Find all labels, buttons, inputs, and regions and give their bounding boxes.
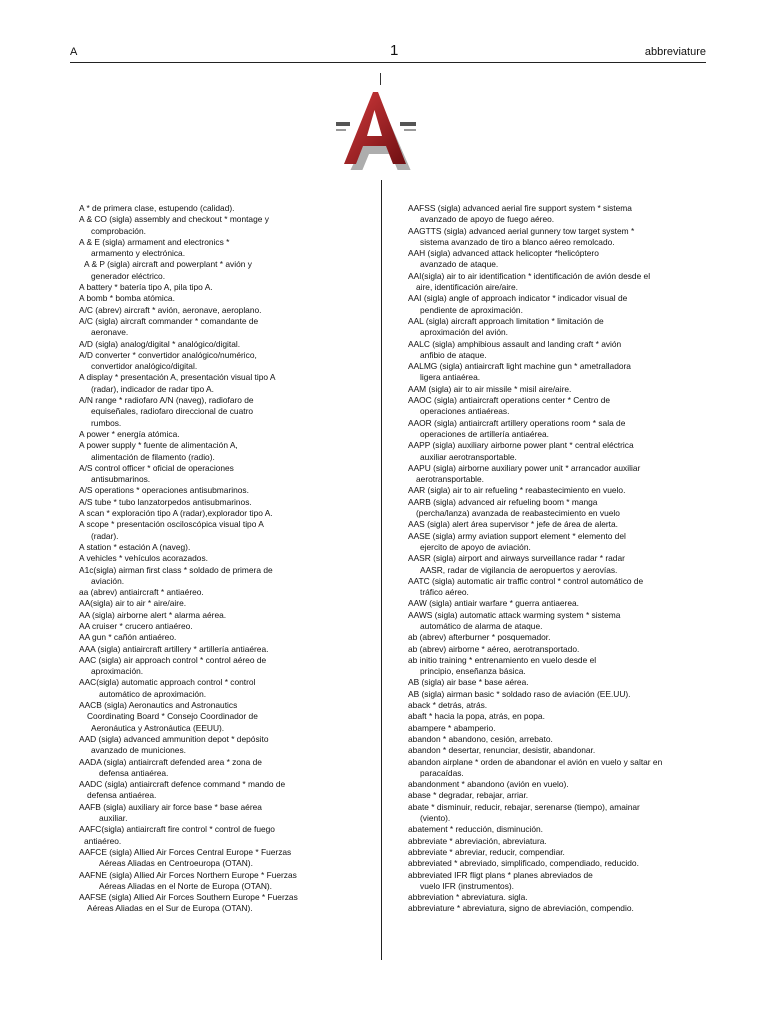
dictionary-entry-line: abbreviated IFR fligt plans * planes abreviados de (408, 869, 593, 880)
dictionary-entry-line: A display * presentación A, presentación visual tipo A (79, 372, 276, 383)
dictionary-entry-line: AA (sigla) airborne alert * alarma aérea. (79, 609, 227, 620)
dictionary-entry-line: (radar), indicador de radar tipo A. (91, 383, 214, 394)
dictionary-entry-line: principio, enseñanza básica. (420, 666, 526, 677)
dictionary-entry-line: AAM (sigla) air to air missile * misil aire/aire. (408, 383, 572, 394)
dictionary-entry-line: A/S control officer * oficial de operaciones (79, 462, 234, 473)
dictionary-entry-line: operaciones de artillería antiaérea. (420, 428, 549, 439)
dictionary-entry-line: anfibio de ataque. (420, 349, 487, 360)
dictionary-entry-line: abandon * desertar, renunciar, desistir, abandonar. (408, 745, 596, 756)
dictionary-entry-line: aa (abrev) antiaircraft * antiaéreo. (79, 587, 204, 598)
dictionary-entry-line: AAS (sigla) alert área supervisor * jefe de área de alerta. (408, 519, 618, 530)
dictionary-entry-line: A & CO (sigla) assembly and checkout * montage y (79, 214, 269, 225)
dictionary-entry-line: AACB (sigla) Aeronautics and Astronautics (79, 700, 238, 711)
section-letter-logo (336, 88, 416, 170)
dictionary-entry-line: avanzado de ataque. (420, 259, 499, 270)
dictionary-entry-line: abbreviate * abreviación, abreviatura. (408, 835, 547, 846)
dictionary-entry-line: paracaídas. (420, 767, 464, 778)
dictionary-entry-line: AAI(sigla) air to air identification * identificación de avión desde el (408, 270, 651, 281)
dictionary-entry-line: Aéreas Aliadas en el Sur de Europa (OTAN). (87, 903, 253, 914)
dictionary-entry-line: auxiliar. (99, 813, 128, 824)
dictionary-entry-line: AADA (sigla) antiaircraft defended area * zona de (79, 756, 262, 767)
dictionary-entry-line: AA cruiser * crucero antiaéreo. (79, 620, 193, 631)
dictionary-entry-line: A1c(sigla) airman first class * soldado de primera de (79, 564, 273, 575)
dictionary-entry-line: avanzado de municiones. (91, 745, 186, 756)
dictionary-entry-line: AAFB (sigla) auxiliary air force base * base aérea (79, 801, 262, 812)
dictionary-entry-line: AAFNE (sigla) Allied Air Forces Northern Europe * Fuerzas (79, 869, 297, 880)
dictionary-entry-line: Aéreas Aliadas en Centroeuropa (OTAN). (99, 858, 253, 869)
dictionary-entry-line: A/N range * radiofaro A/N (naveg), radiofaro de (79, 395, 254, 406)
dictionary-entry-line: AASR (sigla) airport and airways surveillance radar * radar (408, 553, 625, 564)
dictionary-entry-line: equiseñales, radiofaro direccional de cuatro (91, 406, 254, 417)
dictionary-entry-line: avanzado de apoyo de fuego aéreo. (420, 214, 555, 225)
dictionary-entry-line: defensa antiaérea. (99, 767, 169, 778)
dictionary-entry-line: alimentación de filamento (radio). (91, 451, 215, 462)
dictionary-entry-line: automático de alarma de ataque. (420, 620, 543, 631)
dictionary-entry-line: abandon * abandono, cesión, arrebato. (408, 733, 553, 744)
dictionary-entry-line: (viento). (420, 813, 451, 824)
dictionary-entry-line: abate * disminuir, reducir, rebajar, serenarse (tiempo), amainar (408, 801, 640, 812)
dictionary-entry-line: antiaéreo. (84, 835, 122, 846)
dictionary-entry-line: AAFCE (sigla) Allied Air Forces Central Europe * Fuerzas (79, 846, 292, 857)
dictionary-entry-line: A & E (sigla) armament and electronics * (79, 236, 230, 247)
dictionary-entry-line: AAW (sigla) antiair warfare * guerra antiaerea. (408, 598, 579, 609)
dictionary-entry-line: armamento y electrónica. (91, 248, 186, 259)
dictionary-entry-line: A scope * presentación osciloscópica visual tipo A (79, 519, 264, 530)
dictionary-entry-line: abaft * hacia la popa, atrás, en popa. (408, 711, 545, 722)
dictionary-entry-line: aproximación. (91, 666, 144, 677)
dictionary-entry-line: A/D (sigla) analog/digital * analógico/digital. (79, 338, 241, 349)
header-right-guide-word: abbreviature (644, 46, 706, 58)
dictionary-entry-line: AAPP (sigla) auxiliary airborne power plant * central eléctrica (408, 440, 634, 451)
dictionary-entry-line: aerotransportable. (416, 474, 484, 485)
dictionary-entry-line: AALC (sigla) amphibious assault and landing craft * avión (408, 338, 622, 349)
dictionary-entry-line: AAGTTS (sigla) advanced aerial gunnery tow target system * (408, 225, 635, 236)
dictionary-entry-line: abbreviate * abreviar, reducir, compendiar. (408, 846, 565, 857)
dictionary-entry-line: antisubmarinos. (91, 474, 151, 485)
dictionary-entry-line: aproximación del avión. (420, 327, 508, 338)
dictionary-entry-line: (radar). (91, 530, 119, 541)
dictionary-entry-line: defensa antiaérea. (87, 790, 157, 801)
dictionary-entry-line: AAL (sigla) aircraft approach limitation * limitación de (408, 315, 604, 326)
dictionary-entry-line: aviación. (91, 575, 125, 586)
dictionary-entry-line: AASE (sigla) army aviation support element * elemento del (408, 530, 626, 541)
dictionary-entry-line: abbreviated * abreviado, simplificado, compendiado, reducido. (408, 858, 639, 869)
dictionary-entry-line: auxiliar aerotransportable. (420, 451, 517, 462)
dictionary-entry-line: Coordinating Board * Consejo Coordinador de (87, 711, 258, 722)
dictionary-entry-line: A scan * exploración tipo A (radar),explorador tipo A. (79, 508, 273, 519)
dictionary-entry-line: automático de aproximación. (99, 688, 207, 699)
dictionary-entry-line: convertidor analógico/digital. (91, 361, 198, 372)
dictionary-entry-line: A power supply * fuente de alimentación A, (79, 440, 238, 451)
dictionary-entry-line: AAPU (sigla) airborne auxiliary power unit * arrancador auxiliar (408, 462, 641, 473)
dictionary-entry-line: AAH (sigla) advanced attack helicopter *helicóptero (408, 248, 599, 259)
dictionary-entry-line: abbreviation * abreviatura. sigla. (408, 892, 528, 903)
dictionary-entry-line: AB (sigla) airman basic * soldado raso de aviación (EE.UU). (408, 688, 631, 699)
dictionary-entry-line: ab initio training * entrenamiento en vuelo desde el (408, 654, 597, 665)
dictionary-entry-line: ejercito de apoyo de aviación. (420, 541, 531, 552)
dictionary-entry-line: AAOC (sigla) antiaircraft operations center * Centro de (408, 395, 611, 406)
dictionary-entry-line: AAFSE (sigla) Allied Air Forces Southern Europe * Fuerzas (79, 892, 298, 903)
dictionary-entry-line: generador eléctrico. (91, 270, 166, 281)
dictionary-entry-line: A/D converter * convertidor analógico/numérico, (79, 349, 257, 360)
dictionary-entry-line: pendiente de aproximación. (420, 304, 523, 315)
dictionary-entry-line: abase * degradar, rebajar, arriar. (408, 790, 529, 801)
dictionary-entry-line: AAWS (sigla) automatic attack warming system * sistema (408, 609, 621, 620)
dictionary-entry-line: AALMG (sigla) antiaircraft light machine gun * ametralladora (408, 361, 631, 372)
dictionary-entry-line: abatement * reducción, disminución. (408, 824, 544, 835)
dictionary-entry-line: ab (abrev) afterburner * posquemador. (408, 632, 551, 643)
dictionary-entry-line: A/C (sigla) aircraft commander * comandante de (79, 315, 259, 326)
dictionary-entry-line: abampere * abamperio. (408, 722, 496, 733)
dictionary-entry-line: comprobación. (91, 225, 146, 236)
dictionary-entry-line: Aéreas Aliadas en el Norte de Europa (OTAN). (99, 880, 273, 891)
dictionary-entry-line: AAFSS (sigla) advanced aerial fire support system * sistema (408, 203, 632, 213)
page-number: 1 (390, 42, 399, 59)
dictionary-entry-line: AAA (sigla) antiaircraft artillery * artillería antiaérea. (79, 643, 269, 654)
right-column (408, 203, 700, 915)
dictionary-entry-line: AAOR (sigla) antiaircraft artillery operations room * sala de (408, 417, 626, 428)
dictionary-entry-line: AA gun * cañón antiaéreo. (79, 632, 177, 643)
dictionary-entry-line: AAFC(sigla) antiaircraft fire control * control de fuego (79, 824, 275, 835)
dictionary-entry-line: sistema avanzado de tiro a blanco aéreo remolcado. (420, 236, 615, 247)
dictionary-entry-line: abbreviature * abreviatura, signo de abreviación, compendio. (408, 903, 634, 914)
dictionary-entry-line: AB (sigla) air base * base aérea. (408, 677, 529, 688)
dictionary-entry-line: operaciones antiaéreas. (420, 406, 510, 417)
dictionary-entry-line: A bomb * bomba atómica. (79, 293, 175, 304)
header-left-guide-word: A (70, 46, 78, 58)
dictionary-entry-line: ligera antiaérea. (420, 372, 481, 383)
dictionary-entry-line: AARB (sigla) advanced air refueling boom * manga (408, 496, 598, 507)
dictionary-entry-line: A vehicles * vehículos acorazados. (79, 553, 208, 564)
dictionary-entry-line: A battery * batería tipo A, pila tipo A. (79, 282, 213, 293)
dictionary-entry-line: rumbos. (91, 417, 122, 428)
column-divider (381, 180, 382, 960)
header-tick-mark (380, 73, 381, 85)
dictionary-entry-line: AAI (sigla) angle of approach indicator * indicador visual de (408, 293, 628, 304)
dictionary-entry-line: Aeronáutica y Astronáutica (EEUU). (91, 722, 225, 733)
page-header (70, 44, 706, 63)
dictionary-entry-line: tráfico aéreo. (420, 587, 469, 598)
dictionary-entry-line: AASR, radar de vigilancia de aeropuertos y aerovías. (420, 564, 618, 575)
dictionary-entry-line: AAC(sigla) automatic approach control * control (79, 677, 256, 688)
dictionary-entry-line: aire, identificación aire/aire. (416, 282, 518, 293)
dictionary-entry-line: ab (abrev) airborne * aéreo, aerotransportado. (408, 643, 580, 654)
dictionary-entry-line: A/C (abrev) aircraft * avión, aeronave, aeroplano. (79, 304, 262, 315)
dictionary-entry-line: (percha/lanza) avanzada de reabastecimiento en vuelo (416, 508, 620, 519)
dictionary-entry-line: A/S tube * tubo lanzatorpedos antisubmarinos. (79, 496, 252, 507)
dictionary-entry-line: A/S operations * operaciones antisubmarinos. (79, 485, 249, 496)
dictionary-entry-line: AADC (sigla) antiaircraft defence command * mando de (79, 779, 286, 790)
dictionary-entry-line: A & P (sigla) aircraft and powerplant * avión y (84, 259, 252, 270)
dictionary-entry-line: aback * detrás, atrás. (408, 700, 488, 711)
dictionary-entry-line: abandon airplane * orden de abandonar el avión en vuelo y saltar en (408, 756, 663, 767)
dictionary-entry-line: vuelo IFR (instrumentos). (420, 880, 515, 891)
dictionary-entry-line: A * de primera clase, estupendo (calidad). (79, 203, 235, 213)
dictionary-entry-line: abandonment * abandono (avión en vuelo). (408, 779, 569, 790)
dictionary-entry-line: aeronave. (91, 327, 129, 338)
dictionary-entry-line: AATC (sigla) automatic air traffic control * control automático de (408, 575, 644, 586)
dictionary-entry-line: AAD (sigla) advanced ammunition depot * depósito (79, 733, 269, 744)
dictionary-entry-line: A power * energía atómica. (79, 428, 180, 439)
left-column (79, 203, 369, 915)
dictionary-entry-line: AAR (sigla) air to air refueling * reabastecimiento en vuelo. (408, 485, 626, 496)
dictionary-entry-line: AAC (sigla) air approach control * control aéreo de (79, 654, 267, 665)
dictionary-entry-line: AA(sigla) air to air * aire/aire. (79, 598, 187, 609)
dictionary-entry-line: A station * estación A (naveg). (79, 541, 191, 552)
